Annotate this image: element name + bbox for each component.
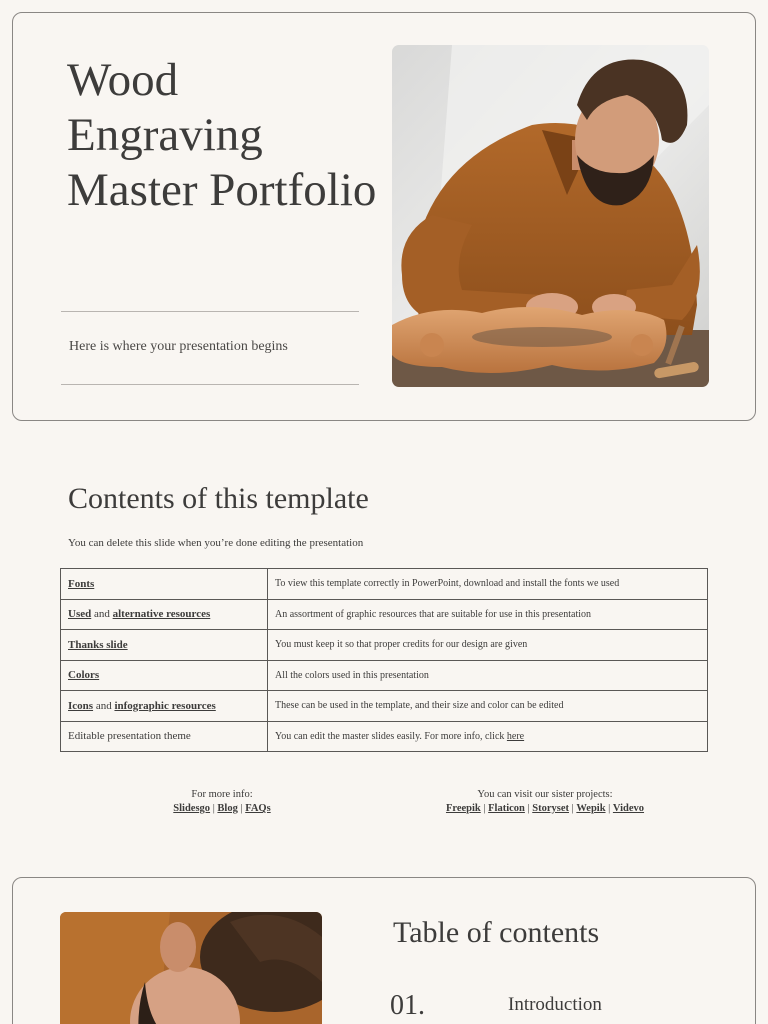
presentation-title [67, 53, 376, 218]
colors-link[interactable]: Colors [68, 669, 100, 682]
cell-connector: and [91, 608, 113, 621]
contents-subtitle: You can delete this slide when you’re done editing the presentation [68, 537, 364, 549]
contents-title: Contents of this template [68, 482, 369, 515]
flaticon-link[interactable]: Flaticon [488, 803, 525, 814]
table-cell: Editable presentation theme [61, 721, 268, 752]
title-line-1: Wood [67, 54, 179, 106]
table-cell: These can be used in the template, and their size and color can be edited [268, 691, 708, 722]
blog-link[interactable]: Blog [217, 803, 238, 814]
toc-item-label: Introduction [508, 994, 602, 1015]
title-line-3: Master Portfolio [67, 164, 377, 216]
thanks-slide-link[interactable]: Thanks slide [68, 638, 128, 651]
title-slide [12, 12, 756, 421]
separator: | [605, 803, 613, 814]
faqs-link[interactable]: FAQs [245, 803, 271, 814]
divider-bottom [61, 384, 359, 385]
separator: | [480, 803, 489, 814]
presentation-subtitle: Here is where your presentation begins [69, 339, 288, 354]
craftsman-carving-photo [392, 45, 709, 387]
separator: | [237, 803, 246, 814]
table-cell-text: You can edit the master slides easily. For more info, click [275, 730, 507, 742]
fonts-link[interactable]: Fonts [68, 577, 95, 590]
slidesgo-link[interactable]: Slidesgo [173, 803, 211, 814]
more-info-label: For more info: [191, 789, 253, 800]
freepik-link[interactable]: Freepik [445, 803, 481, 814]
resources-table [60, 568, 708, 752]
table-cell: All the colors used in this presentation [268, 660, 708, 691]
alternative-resources-link[interactable]: alternative resources [112, 608, 211, 621]
wepik-link[interactable]: Wepik [576, 803, 606, 814]
separator: | [524, 803, 533, 814]
table-row [61, 599, 708, 630]
videvo-link[interactable]: Videvo [612, 803, 645, 814]
more-info-block [160, 788, 284, 816]
toc-title: Table of contents [393, 916, 600, 949]
sister-projects-block [420, 788, 670, 816]
table-row [61, 721, 708, 752]
storyset-link[interactable]: Storyset [532, 803, 569, 814]
table-row [61, 569, 708, 600]
divider-top [61, 311, 359, 312]
table-cell: You must keep it so that proper credits for our design are given [268, 630, 708, 661]
table-cell: An assortment of graphic resources that are suitable for use in this presentation [268, 599, 708, 630]
used-link[interactable]: Used [68, 608, 92, 621]
infographic-resources-link[interactable]: infographic resources [114, 699, 216, 712]
cell-connector: and [93, 699, 115, 712]
sister-projects-label: You can visit our sister projects: [477, 789, 613, 800]
table-cell: To view this template correctly in PowerPoint, download and install the fonts we used [268, 569, 708, 600]
table-row [61, 691, 708, 722]
separator: | [569, 803, 577, 814]
title-line-2: Engraving [67, 109, 263, 161]
toc-item-number: 01. [390, 990, 425, 1021]
craftsman-closeup-photo [60, 912, 322, 1024]
separator: | [210, 803, 218, 814]
icons-link[interactable]: Icons [68, 699, 94, 712]
table-row [61, 660, 708, 691]
table-row [61, 630, 708, 661]
here-link[interactable]: here [506, 730, 525, 742]
table-of-contents-slide [12, 877, 756, 1024]
